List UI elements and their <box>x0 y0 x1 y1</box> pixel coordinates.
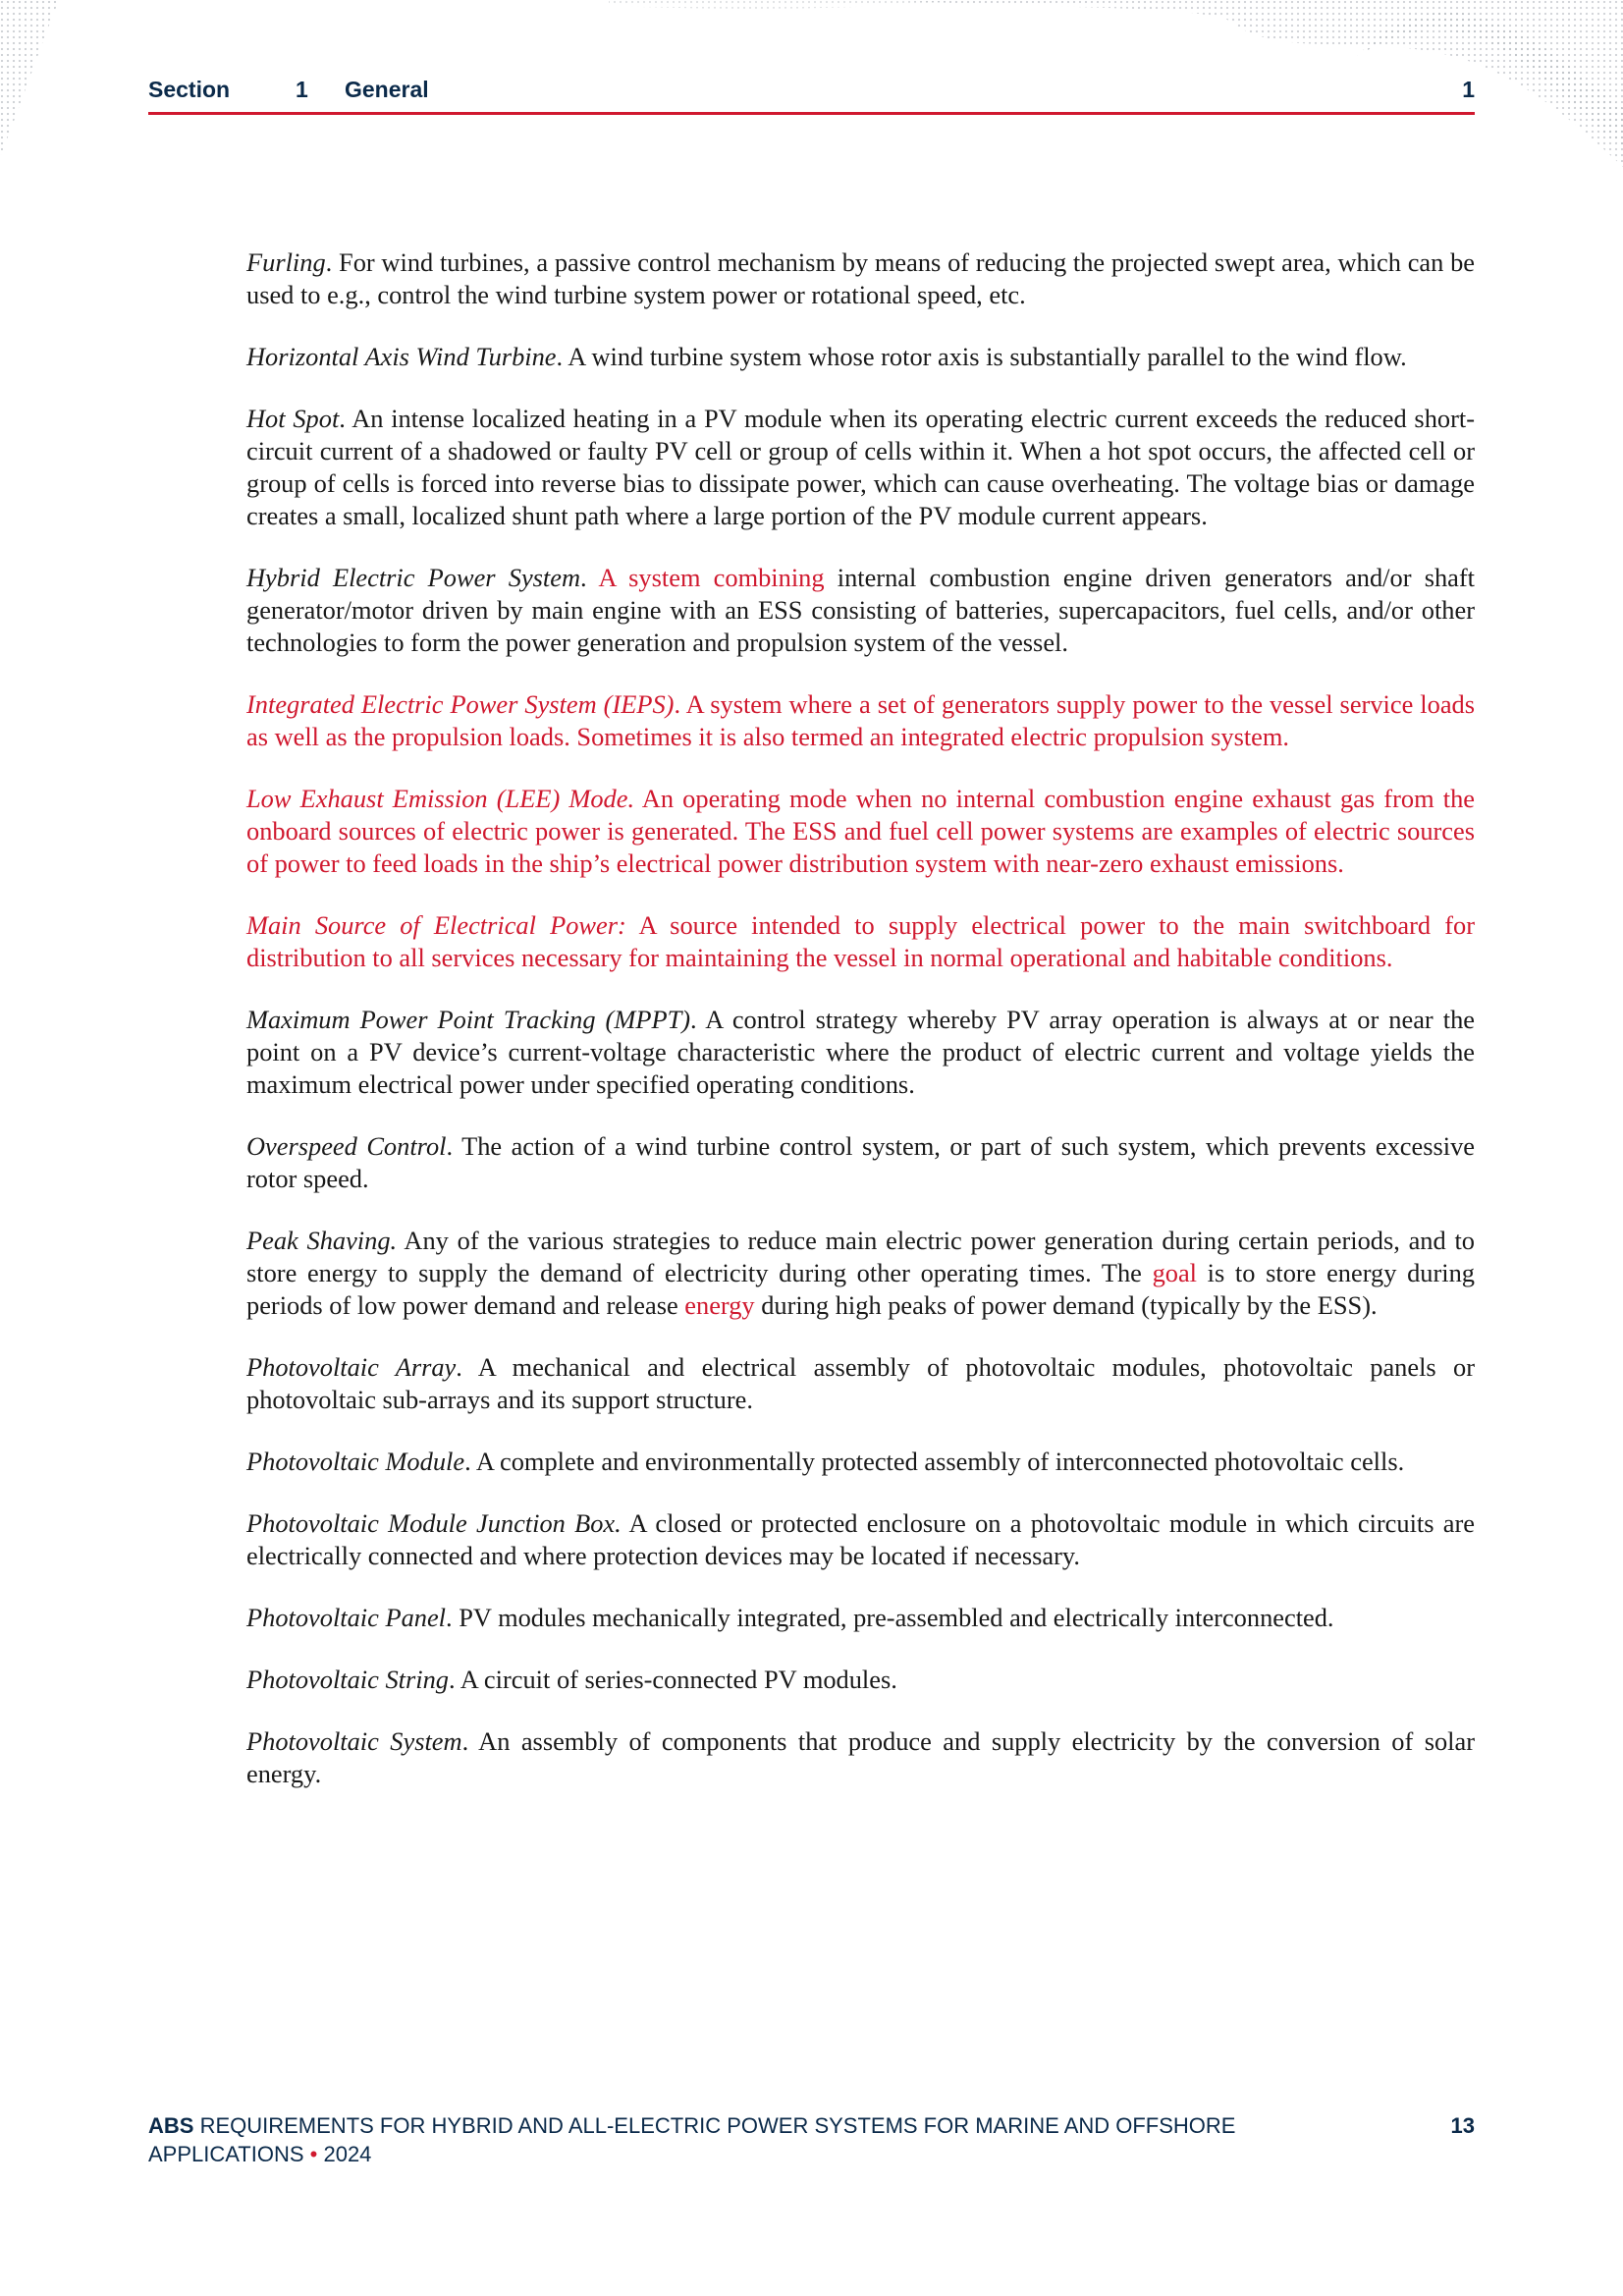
definition-term: Low Exhaust Emission (LEE) Mode. <box>246 784 635 813</box>
definition-text-revised: goal <box>1152 1258 1197 1287</box>
section-label: Section <box>148 77 231 102</box>
definition-photovoltaic-string <box>246 1664 1475 1696</box>
term-separator: . <box>446 1131 462 1161</box>
definition-term: Hybrid Electric Power System <box>246 563 581 592</box>
definition-text: An intense localized heating in a PV module when its operating electric current exceeds the reduced short-circuit current of a shadowed or faulty PV cell or group of cells within it. When a hot spot occurs, the affected cell or group of cells is forced into reverse bias to dissipate power, which can cause overheating. The voltage bias or damage creates a small, localized shunt path where a large portion of the PV module current appears. <box>246 404 1476 530</box>
definition-photovoltaic-module <box>246 1446 1475 1478</box>
section-title: General <box>345 77 429 102</box>
definition-text: A system where a set of generators supply power to the vessel service loads as well as the propulsion loads. Sometimes it is also termed an integrated electric propulsion system. <box>246 689 1475 751</box>
footer-year: 2024 <box>323 2142 372 2166</box>
definition-text: Any of the various strategies to reduce main electric power generation during certain periods, and to store energy to supply the demand of electricity during other operating times. The <box>246 1226 1475 1287</box>
definition-text: An assembly of components that produce and supply electricity by the conversion of solar energy. <box>246 1726 1475 1788</box>
section-number: 1 <box>296 77 308 102</box>
definition-term: Photovoltaic String <box>246 1665 449 1694</box>
definition-text: A complete and environmentally protected assembly of interconnected photovoltaic cells. <box>475 1447 1405 1476</box>
definition-term: Photovoltaic Panel <box>246 1603 447 1632</box>
definition-term: Photovoltaic Module Junction Box. <box>246 1508 622 1538</box>
footer-title: REQUIREMENTS FOR HYBRID AND ALL-ELECTRIC POWER SYSTEMS FOR MARINE AND OFFSHORE APPLICATIONS <box>148 2113 1236 2166</box>
definition-term: Photovoltaic System <box>246 1726 462 1756</box>
definition-main-source-electrical-power <box>246 909 1475 974</box>
term-separator: . <box>456 1352 478 1382</box>
term-separator: . <box>580 563 599 592</box>
term-separator: . <box>690 1005 706 1034</box>
footer-document-title <box>148 2111 1277 2168</box>
page-number: 13 <box>1450 2113 1475 2138</box>
definition-text: is to store energy during periods of low power demand and release <box>246 1258 1475 1320</box>
term-separator: . <box>464 1447 476 1476</box>
definition-term: Overspeed Control <box>246 1131 447 1161</box>
definition-hybrid-electric-power-system <box>246 562 1475 659</box>
definition-text: A source intended to supply electrical power to the main switchboard for distribution to all services necessary for maintaining the vessel in normal operational and habitable conditions. <box>246 910 1475 972</box>
definition-term: Integrated Electric Power System (IEPS) <box>246 689 675 719</box>
term-separator: . <box>674 689 686 719</box>
term-separator: . <box>339 404 352 433</box>
definition-term: Maximum Power Point Tracking (MPPT) <box>246 1005 691 1034</box>
definition-term: Hot Spot <box>246 404 340 433</box>
definition-text: A circuit of series-connected PV modules. <box>460 1665 897 1694</box>
term-separator: . <box>446 1603 460 1632</box>
footer-separator: • <box>303 2142 324 2166</box>
definition-text: A control strategy whereby PV array operation is always at or near the point on a PV device’s current-voltage characteristic where the product of electric current and voltage yields the maximum electrical power under specified operating conditions. <box>246 1005 1475 1099</box>
definition-term: Horizontal Axis Wind Turbine <box>246 342 557 371</box>
term-separator: . <box>325 247 340 277</box>
definition-text: A mechanical and electrical assembly of photovoltaic modules, photovoltaic panels or photovoltaic sub-arrays and its support structure. <box>246 1352 1475 1414</box>
definition-text-revised: A system combining <box>598 563 825 592</box>
definition-ieps <box>246 688 1475 753</box>
definition-horizontal-axis-wind-turbine <box>246 341 1475 373</box>
definition-text: A closed or protected enclosure on a photovoltaic module in which circuits are electrically connected and where protection devices may be located if necessary. <box>246 1508 1475 1570</box>
definitions-list <box>246 246 1475 1820</box>
definition-text: during high peaks of power demand (typically by the ESS). <box>754 1290 1378 1320</box>
definition-overspeed-control <box>246 1130 1475 1195</box>
definition-term: Main Source of Electrical Power: <box>246 910 626 940</box>
header-divider <box>148 112 1475 115</box>
page-footer <box>148 2111 1475 2168</box>
definition-hot-spot <box>246 403 1475 532</box>
definition-text: A wind turbine system whose rotor axis is substantially parallel to the wind flow. <box>568 342 1407 371</box>
definition-term: Peak Shaving. <box>246 1226 398 1255</box>
definition-text: PV modules mechanically integrated, pre-assembled and electrically interconnected. <box>459 1603 1334 1632</box>
footer-brand: ABS <box>148 2113 194 2138</box>
definition-photovoltaic-panel <box>246 1602 1475 1634</box>
definition-peak-shaving <box>246 1225 1475 1322</box>
term-separator: . <box>461 1726 479 1756</box>
term-separator: . <box>556 342 568 371</box>
subsection-number: 1 <box>1462 77 1475 102</box>
definition-text: For wind turbines, a passive control mechanism by means of reducing the projected swept area, which can be used to e.g., control the wind turbine system power or rotational speed, etc. <box>246 247 1475 309</box>
definition-term: Photovoltaic Module <box>246 1447 465 1476</box>
definition-furling <box>246 246 1475 311</box>
definition-pv-module-junction-box <box>246 1507 1475 1572</box>
definition-text: internal combustion engine driven generators and/or shaft generator/motor driven by main engine with an ESS consisting of batteries, supercapacitors, fuel cells, and/or other technologies to form the power generation and propulsion system of the vessel. <box>246 563 1475 657</box>
definition-term: Photovoltaic Array <box>246 1352 457 1382</box>
definition-term: Furling <box>246 247 326 277</box>
definition-text-revised: energy <box>684 1290 755 1320</box>
definition-photovoltaic-system <box>246 1725 1475 1790</box>
definition-photovoltaic-array <box>246 1351 1475 1416</box>
definition-text: An operating mode when no internal combustion engine exhaust gas from the onboard sources of electric power is generated. The ESS and fuel cell power systems are examples of electric sources of power to feed loads in the ship’s electrical power distribution system with near-zero exhaust emissions. <box>246 784 1476 878</box>
term-separator: . <box>448 1665 460 1694</box>
definition-mppt <box>246 1004 1475 1101</box>
definition-lee-mode <box>246 783 1475 880</box>
definition-text: The action of a wind turbine control system, or part of such system, which prevents excessive rotor speed. <box>246 1131 1475 1193</box>
page-header <box>148 77 1475 112</box>
